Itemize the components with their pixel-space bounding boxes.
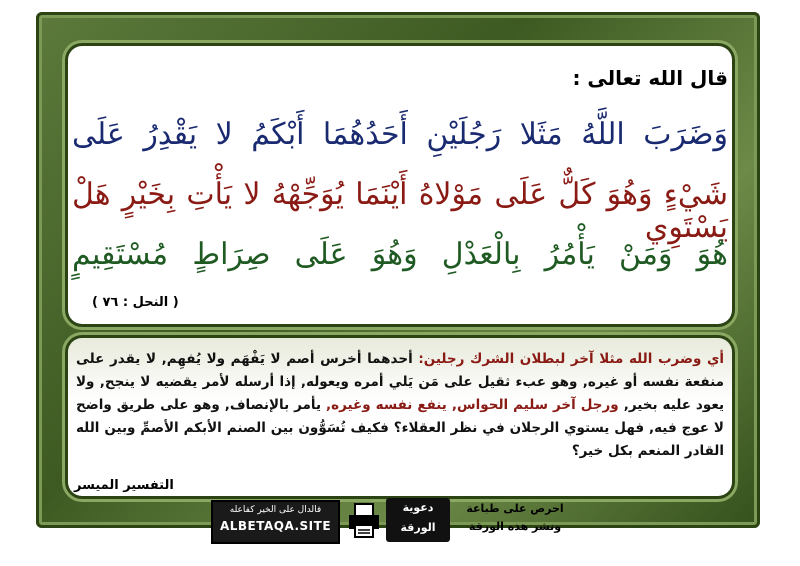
tafsir-intro: أي وضرب الله مثلا آخر لبطلان الشرك رجلين: [418, 351, 724, 367]
promo-line-2: ونشر هذه الورقة [468, 520, 562, 533]
verse-heading: قال الله تعالى : [572, 66, 728, 90]
logo-line-2: الورقة [400, 521, 436, 534]
tafsir-text [76, 348, 724, 463]
verse-line-2: شَيْءٍ وَهُوَ كَلٌّ عَلَى مَوْلاهُ أَيْنَمَا يُوَجِّهْهُ لا يَأْتِ بِخَيْرٍ هَلْ يَسْتَوِي [72, 177, 728, 245]
verse-reference: ( النحل : ٧٦ ) [92, 295, 179, 310]
tafsir-source: التفسير الميسر [74, 478, 174, 493]
logo-line-1: دعوية [402, 501, 434, 514]
site-badge[interactable] [211, 500, 340, 544]
tafsir-body-2: يأمر بالإنصاف, وهو على طريق واضح لا عوج فيه, فهل يستوي الرجلان في نظر العقلاء؟ فكيف تُسَوُّون بين الصنم الأبكم الأصمِّ وبين الله القادر المنعم بكل خير؟ [76, 397, 724, 459]
promo-text [460, 500, 570, 540]
verse-line-1: وَضَرَبَ اللَّهُ مَثَلا رَجُلَيْنِ أَحَدُهُمَا أَبْكَمُ لا يَقْدِرُ عَلَى [72, 117, 728, 152]
verse-line-3: هُوَ وَمَنْ يَأْمُرُ بِالْعَدْلِ وَهُوَ عَلَى صِرَاطٍ مُسْتَقِيمٍ [72, 237, 728, 272]
tafsir-highlight: ورجل آخر سليم الحواس, ينفع نفسه وغيره, [326, 397, 619, 413]
site-url[interactable]: ALBETAQA.SITE [219, 519, 332, 533]
tafsir-body-1: أحدهما أخرس أصم لا يَفْهَم ولا يُفهِم, لا يقدر على منفعة نفسه أو غيره, وهو عبء ثقيل على مَن يَلي أمره ويعوله, إذا أرسله لأمر يقضيه لا ينجح, ولا يعود عليه بخير, [76, 351, 725, 413]
badge-text: فالدال على الخير كفاعله [229, 505, 322, 515]
dawah-paper-logo [386, 498, 450, 542]
printer-icon [346, 500, 382, 540]
promo-line-1: احرص على طباعة [466, 502, 564, 515]
